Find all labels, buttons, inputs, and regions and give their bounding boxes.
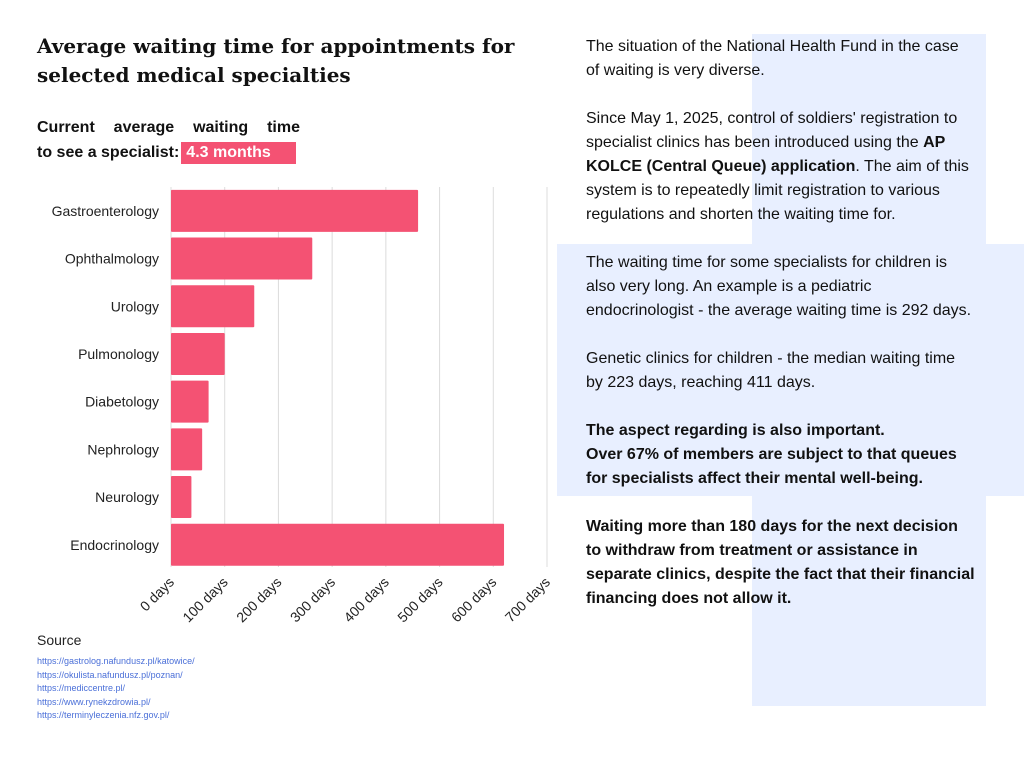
commentary-paragraph: Genetic clinics for children - the median waiting time by 223 days, reaching 411 days.: [586, 350, 956, 391]
category-label: Nephrology: [87, 441, 159, 458]
source-links-list: [37, 655, 195, 723]
commentary-paragraph-bold: [586, 419, 976, 491]
summary-word: time: [267, 119, 300, 136]
x-tick-label: 0 days: [136, 573, 178, 615]
app-name-bold: AP KOLCE (Central Queue) application: [586, 134, 946, 175]
x-tick-label: 400 days: [340, 573, 392, 626]
bold-line: Waiting more than 180 days for the next decision to withdraw from treatment or assistance in separate clinics, despite the fact that their financial financing does not allow it.: [586, 518, 975, 607]
bar: [171, 333, 225, 375]
source-heading: Source: [37, 632, 82, 648]
summary-word: average: [113, 119, 175, 136]
x-tick-label: 500 days: [394, 573, 446, 626]
summary-word: Current: [37, 119, 95, 136]
summary-line-2: [37, 140, 300, 165]
bar: [171, 428, 202, 470]
category-label: Pulmonology: [78, 345, 159, 362]
source-link[interactable]: https://gastrolog.nafundusz.pl/katowice/: [37, 656, 195, 666]
commentary-text-span: . The aim of this system is to repeatedly limit registration to various regulations and shorten the waiting time for.: [586, 158, 969, 223]
bar: [171, 238, 312, 280]
commentary-text-span: Since May 1, 2025, control of soldiers' registration to specialist clinics has been introduced using the: [586, 110, 958, 151]
commentary-paragraph: [586, 107, 976, 227]
x-tick-label: 300 days: [286, 573, 339, 626]
commentary-paragraph: The situation of the National Health Fund in the case of waiting is very diverse.: [586, 38, 959, 79]
source-link[interactable]: https://okulista.nafundusz.pl/poznan/: [37, 669, 183, 680]
x-tick-label: 100 days: [179, 573, 231, 626]
source-link[interactable]: https://terminyleczenia.nfz.gov.pl/: [37, 710, 170, 720]
bar: [171, 190, 418, 232]
category-label: Diabetology: [85, 393, 159, 410]
x-tick-label: 700 days: [501, 573, 554, 626]
source-link[interactable]: https://mediccentre.pl/: [37, 683, 126, 693]
category-label: Neurology: [95, 489, 159, 506]
summary-label: to see a specialist:: [37, 144, 180, 161]
bar: [171, 381, 209, 423]
commentary-paragraph-bold: [586, 515, 976, 611]
bar: [171, 524, 504, 566]
waiting-time-bar-chart: [0, 180, 560, 630]
bold-line: The aspect regarding is also important.: [586, 422, 885, 439]
commentary-text: [586, 35, 976, 635]
category-label: Urology: [110, 298, 159, 315]
source-link[interactable]: https://www.rynekzdrowia.pl/: [37, 696, 151, 707]
summary-word: waiting: [193, 119, 249, 136]
x-tick-label: 600 days: [447, 573, 500, 626]
bar: [171, 476, 191, 518]
commentary-paragraph: The waiting time for some specialists for children is also very long. An example is a pediatric endocrinologist - the average waiting time is 292 days.: [586, 254, 972, 319]
bar: [171, 285, 254, 327]
category-label: Ophthalmology: [64, 250, 159, 267]
bold-line: Over 67% of members are subject to that queues for specialists affect their mental well-being.: [586, 446, 957, 487]
waiting-time-summary: [37, 115, 300, 165]
summary-line-1: [37, 115, 300, 140]
category-label: Gastroenterology: [51, 202, 159, 219]
category-label: Endocrinology: [70, 536, 159, 553]
page-title: Average waiting time for appointments for selected medical specialties: [37, 34, 515, 87]
summary-highlight-value: 4.3 months: [181, 142, 296, 164]
x-tick-label: 200 days: [233, 573, 285, 626]
